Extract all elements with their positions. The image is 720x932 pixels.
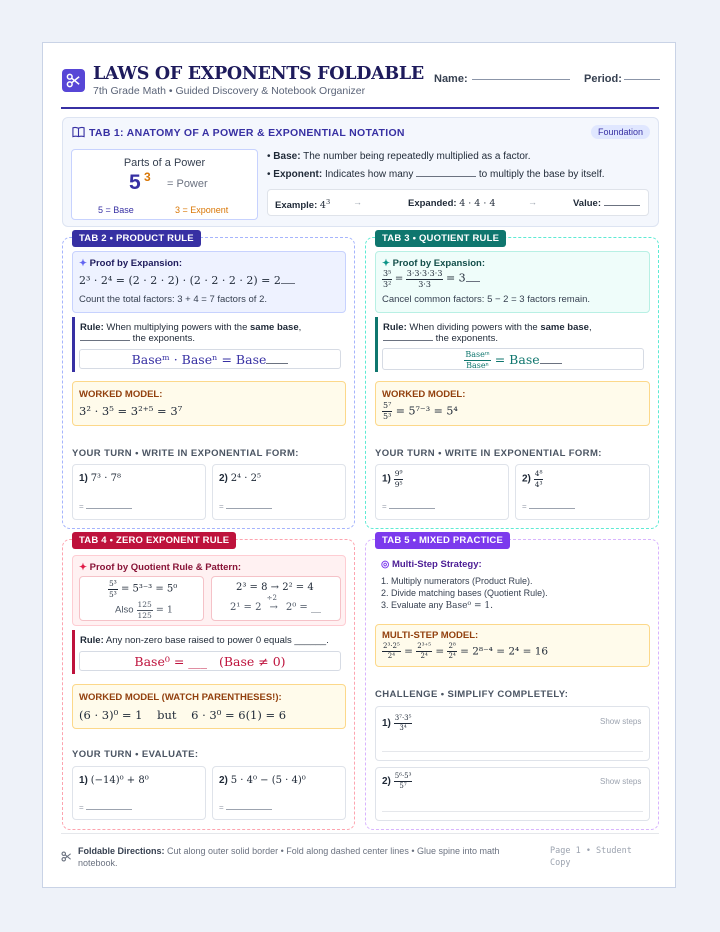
tab4-q2-box[interactable]: 2) 5 · 4⁰ − (5 · 4)⁰ = [212,766,346,820]
foundation-badge: Foundation [591,125,650,139]
tab5-panel [365,535,659,830]
power-label: = Power [167,178,208,190]
expanded: Expanded: 4 · 4 · 4 [408,198,496,209]
tab3-proof: ✦ Proof by Expansion: $\frac{\text{3⁵}}{\text{3²}}$ = $\frac{3\cdot 3\cdot 3\cdot 3\cdot 3}{3\cdot 3}$ = 3 Cancel common factors: 5 − 2 = 3 factors remain. [375,251,650,313]
tab3-rule [375,317,650,372]
worked-title: WORKED MODEL (WATCH PARENTHESES!): [79,692,282,703]
parts-title: Parts of a Power [123,157,206,169]
tab3-yourturn: YOUR TURN • WRITE IN EXPONENTIAL FORM: [375,448,602,459]
name-label: Name: [434,73,468,85]
power-exponent: 3 [144,170,151,184]
tab3-panel [365,233,659,529]
rule-blank[interactable] [383,340,433,341]
quotient-proof-card: $\frac{\text{5³}}{\text{5³}}$ = 5³⁻³ = 5⁰ Also $\frac{125}{125}$ = 1 [79,576,204,621]
tab4-tag: TAB 4 • ZERO EXPONENT RULE [72,532,236,549]
tab2-proof [72,251,346,313]
tab2-formula: Baseᵐ · Baseⁿ = Base [79,349,341,369]
proof-blank[interactable] [466,281,480,282]
pattern-proof-card: 2³ = 8 → 2² = 4 2¹ = 2 → ÷2 2⁰ = __ [211,576,341,621]
arrow-icon: → [528,197,537,207]
tab4-q1-box[interactable]: 1) (−14)⁰ + 8⁰ = [72,766,206,820]
worksheet-page [42,42,676,888]
page-title: LAWS OF EXPONENTS FOLDABLE [93,64,424,84]
tab5-c1-box[interactable]: 1) $\frac{\text{3⁷·3⁵}}{\text{3⁴}}$ Show steps [375,706,650,761]
period-label: Period: [584,73,622,85]
exponent-label: 3 = Exponent [175,205,229,215]
example: Example: $4^3$ [275,198,331,212]
tab3-formula: $\frac{\text{Baseᵐ}}{\text{Baseⁿ}}$ = Base [382,348,644,370]
worked-title: MULTI-STEP MODEL: [382,630,479,641]
tab3-rule-text: Rule: When dividing powers with the same base, the exponents. [383,322,592,344]
sparkle-icon: ✦ [79,562,87,573]
tab5-c2-box[interactable]: 2) $\frac{\text{5⁶·5³}}{\text{5⁷}}$ Show steps [375,767,650,821]
base-definition: • Base: The number being repeatedly multiplied as a factor. [267,151,531,162]
arrow-icon: → [353,197,362,207]
tab2-proof-note: Count the total factors: 3 + 4 = 7 factors of 2. [79,294,267,305]
tab4-rule-text: Rule: Any non-zero base raised to power 0 equals ______. [80,635,329,646]
value-blank[interactable] [604,205,640,206]
strategy-step: 1. Multiply numerators (Product Rule). [381,576,533,586]
show-steps-hint: Show steps [600,777,642,786]
header-divider [61,107,659,109]
show-steps-hint: Show steps [600,717,642,726]
scissors-icon [61,851,72,862]
period-field[interactable] [624,79,660,80]
answer-line [382,811,643,812]
tab2-rule-text: Rule: When multiplying powers with the same base, the exponents. [80,322,302,344]
base-label: 5 = Base [98,205,134,215]
exponent-blank[interactable] [416,176,476,177]
tab3-tag: TAB 3 • QUOTIENT RULE [375,230,506,247]
tab1-title: TAB 1: ANATOMY OF A POWER & EXPONENTIAL NOTATION [89,127,405,139]
tab2-panel [62,233,355,529]
sparkle-heading: ✦ Proof by Expansion: [79,258,182,269]
sparkle-icon: ✦ [382,258,390,269]
tab4-yourturn: YOUR TURN • EVALUATE: [72,749,199,760]
tab2-rule [72,317,346,372]
strategy-step: 2. Divide matching bases (Quotient Rule). [381,588,548,598]
tab3-proof-note: Cancel common factors: 5 − 2 = 3 factors remain. [382,294,591,305]
tab5-multistep-model [375,624,650,667]
parts-of-power-card [71,149,258,220]
footer-divider [61,833,659,834]
tab2-yourturn: YOUR TURN • WRITE IN EXPONENTIAL FORM: [72,448,299,459]
worked-title: WORKED MODEL: [382,389,466,400]
foldable-directions: Foldable Directions: Cut along outer solid border • Fold along dashed center lines • Glue spine into math notebook. [78,846,500,868]
tab5-tag: TAB 5 • MIXED PRACTICE [375,532,510,549]
tab2-q2-box[interactable]: 2) 2⁴ · 2⁵ = [212,464,346,520]
answer-line [382,751,643,752]
tab3-q1-box[interactable]: 1) $\frac{\text{9⁹}}{\text{9⁵}}$ = [375,464,509,520]
tab3-q2-box[interactable]: 2) $\frac{\text{4⁸}}{\text{4³}}$ = [515,464,650,520]
value: Value: [573,198,640,209]
strategy-step: 3. Evaluate any Base⁰ = 1. [381,600,493,611]
worked-title: WORKED MODEL: [79,389,163,400]
tab2-proof-line: 2³ · 2⁴ = (2 · 2 · 2) · (2 · 2 · 2 · 2) = 2 [79,274,295,287]
tab2-q1-box[interactable]: 1) 7³ · 7⁸ = [72,464,206,520]
target-icon: ◎ [381,559,390,570]
worked-expression: $\frac{\text{2³·2⁵}}{\text{2⁴}}$ = $\frac{\text{2³⁺⁵}}{\text{2⁴}}$ = $\frac{\text{2⁸}}{\text{2⁴}}$ = 2⁸⁻⁴ = 2⁴ = 16 [383,642,549,660]
exponent-definition: • Exponent: Indicates how many to multiply the base by itself. [267,169,605,180]
example-strip [267,189,649,216]
tab4-panel [62,535,355,830]
page-number: Page 1 • Student Copy [550,846,632,868]
tab2-worked-model [72,381,346,426]
book-icon [72,126,85,138]
tab4-proof: ✦ Proof by Quotient Rule & Pattern: $\frac{\text{5³}}{\text{5³}}$ = 5³⁻³ = 5⁰ Also $\frac{125}{125}$ = 1 2³ = 8 → 2² = 4 2¹ = 2 → ÷2 2⁰ = __ [72,555,346,626]
tab2-tag: TAB 2 • PRODUCT RULE [72,230,201,247]
rule-blank[interactable] [80,340,130,341]
tab3-worked-model [375,381,650,426]
tab5-strategy: ◎ Multi-Step Strategy: 1. Multiply numerators (Product Rule). 2. Divide matching bases (Quotient Rule). 3. Evaluate any Base⁰ = 1. [381,559,548,611]
formula-blank[interactable] [540,363,562,364]
worked-expression: 3² · 3⁵ = 3²⁺⁵ = 3⁷ [79,404,183,418]
tab4-formula: Base⁰ = ___ (Base ≠ 0) [79,651,341,671]
tab5-challenge: CHALLENGE • SIMPLIFY COMPLETELY: [375,689,569,700]
name-field[interactable] [472,79,570,80]
proof-blank[interactable] [281,283,295,284]
sparkle-icon: ✦ [79,258,87,269]
tab1-panel [62,117,659,227]
power-base: 5 [129,171,141,194]
scissors-logo-icon [62,69,85,92]
worked-expression: $\frac{\text{5⁷}}{\text{5³}}$ = 5⁷⁻³ = 5⁴ [383,401,458,421]
tab4-rule [72,630,346,674]
page-subtitle: 7th Grade Math • Guided Discovery & Notebook Organizer [93,85,366,97]
tab4-worked-model [72,684,346,729]
worked-expression: (6 · 3)⁰ = 1 but 6 · 3⁰ = 6(1) = 6 [79,708,287,722]
formula-blank[interactable] [266,363,288,364]
tab3-proof-line: $\frac{\text{3⁵}}{\text{3²}}$ = $\frac{3\cdot 3\cdot 3\cdot 3\cdot 3}{3\cdot 3}$ = 3 [382,270,480,289]
